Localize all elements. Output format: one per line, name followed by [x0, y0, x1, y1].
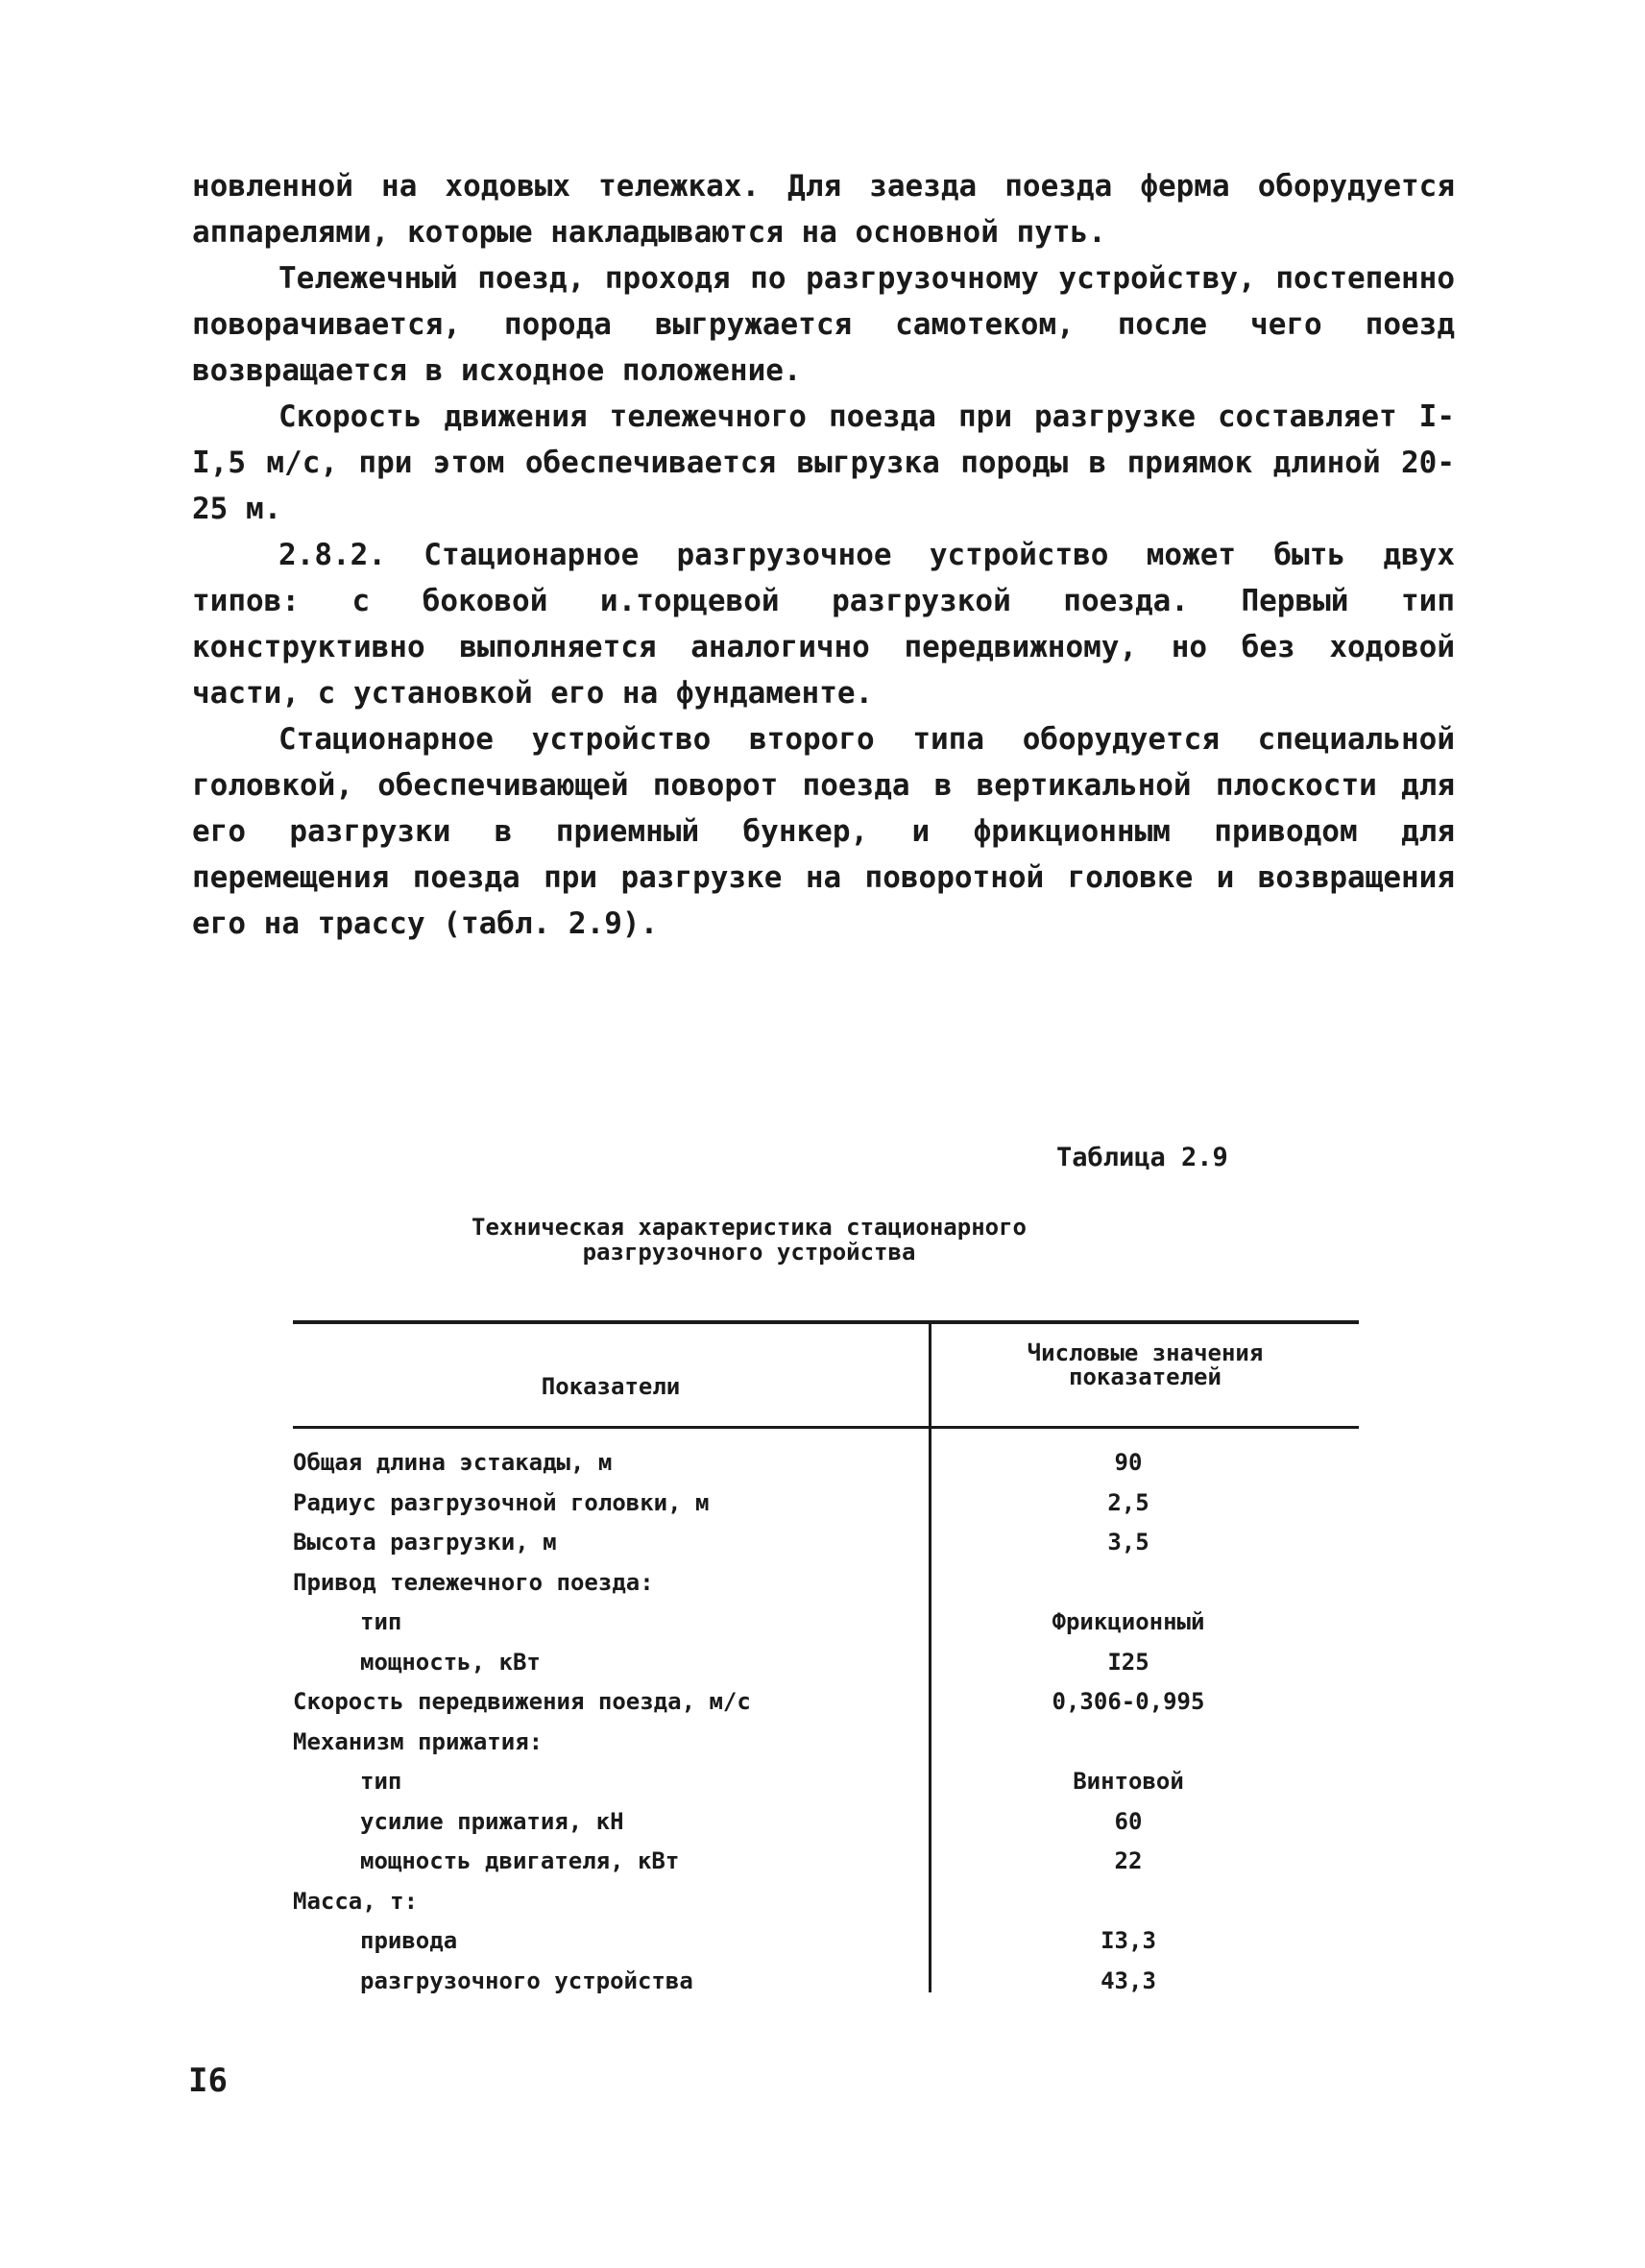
row-label: мощность двигателя, кВт	[360, 1847, 680, 1874]
table-title-line-2: разгрузочного устройства	[582, 1239, 916, 1266]
table-row	[293, 1884, 1359, 1924]
row-label: усилие прижатия, кН	[360, 1807, 624, 1835]
row-label: Радиус разгрузочной головки, м	[293, 1488, 710, 1516]
table-header-rule	[293, 1426, 1359, 1429]
header-values	[931, 1341, 1359, 1389]
row-value: 2,5	[1107, 1488, 1149, 1516]
row-label: Механизм прижатия:	[293, 1727, 544, 1755]
table-row	[293, 1725, 1359, 1765]
table-row	[293, 1684, 1359, 1725]
table-row	[293, 1764, 1359, 1804]
page-number: I6	[188, 2062, 228, 2100]
row-value: 90	[1114, 1449, 1143, 1476]
row-label: Привод тележечного поезда:	[293, 1568, 654, 1596]
row-value: I25	[1107, 1648, 1149, 1676]
paragraph-1: новленной на ходовых тележках. Для заезда поезда ферма оборудуется аппарелями, которые накладываются на основной путь.	[192, 169, 1455, 250]
paragraph-5: Стационарное устройство второго типа оборудуется специальной головкой, обеспечивающей поворот поезда в вертикальной плоскости для его разгрузки в приемный бункер, и фрикционным приводом для перемещения поезда при разгрузке на поворотной головке и возвращения его на трассу (табл. 2.9).	[192, 722, 1455, 941]
row-value: Фрикционный	[1052, 1608, 1205, 1635]
paragraph-3: Скорость движения тележечного поезда при разгрузке составляет I-I,5 м/с, при этом обеспечивается выгрузка породы в приямок длиной 20-25 м.	[192, 399, 1455, 526]
row-value: 43,3	[1101, 1966, 1156, 1994]
row-value: 22	[1114, 1847, 1143, 1874]
table-title-line-1: Техническая характеристика стационарного	[472, 1214, 1027, 1241]
row-value: I3,3	[1101, 1927, 1156, 1954]
table-row	[293, 1445, 1359, 1485]
row-label: привода	[360, 1927, 458, 1954]
row-label: Скорость передвижения поезда, м/с	[293, 1688, 751, 1715]
table-caption: Таблица 2.9	[1056, 1143, 1228, 1172]
row-label: тип	[360, 1608, 402, 1635]
table-row	[293, 1645, 1359, 1685]
row-label: Общая длина эстакады, м	[293, 1449, 613, 1476]
table-body	[293, 1445, 1359, 2003]
table-title	[288, 1215, 1210, 1265]
table-row	[293, 1923, 1359, 1964]
paragraph-2: Тележечный поезд, проходя по разгрузочному устройству, постепенно поворачивается, порода выгружается самотеком, после чего поезд возвращается в исходное положение.	[192, 261, 1455, 388]
table-row	[293, 1525, 1359, 1565]
table-row	[293, 1804, 1359, 1845]
row-value: 60	[1114, 1807, 1143, 1835]
row-label: Масса, т:	[293, 1887, 419, 1915]
table-row	[293, 1844, 1359, 1884]
table-row	[293, 1604, 1359, 1645]
table-top-rule	[293, 1320, 1359, 1324]
row-label: разгрузочного устройства	[360, 1966, 693, 1994]
header-indicators: Показатели	[541, 1373, 681, 1400]
body-text	[192, 163, 1455, 947]
row-label: тип	[360, 1768, 402, 1795]
row-value: 0,306-0,995	[1052, 1688, 1205, 1715]
table-row	[293, 1485, 1359, 1526]
row-label: мощность, кВт	[360, 1648, 541, 1676]
row-value: 3,5	[1107, 1529, 1149, 1556]
row-value: Винтовой	[1073, 1768, 1184, 1795]
row-label: Высота разгрузки, м	[293, 1529, 557, 1556]
header-values-line-1: Числовые значения	[1027, 1339, 1264, 1366]
paragraph-4: 2.8.2. Стационарное разгрузочное устройство может быть двух типов: с боковой и.торцевой разгрузкой поезда. Первый тип конструктивно выполняется аналогично передвижному, но без ходовой части, с установкой его на фундаменте.	[192, 538, 1455, 711]
header-values-line-2: показателей	[1069, 1363, 1222, 1390]
table-row	[293, 1565, 1359, 1605]
table-row	[293, 1964, 1359, 2004]
